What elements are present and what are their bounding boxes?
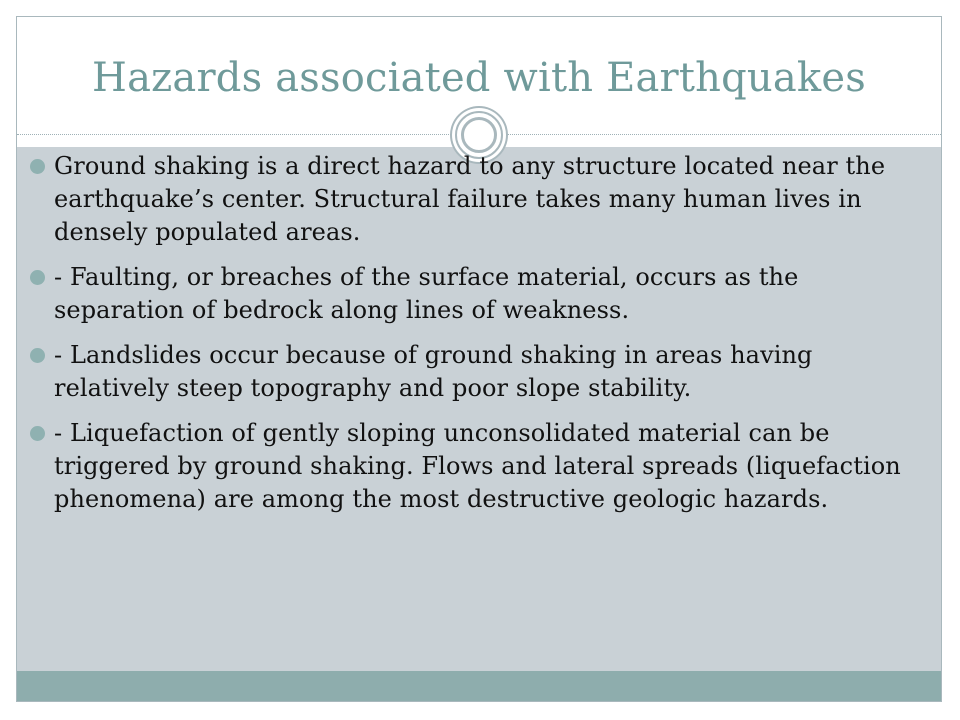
bullet-text: - Liquefaction of gently sloping unconsolidated material can be triggered by ground shaking. Flows and lateral spreads (liquefaction phenomena) are among the most destructive geologic hazards. [54, 419, 901, 513]
bullet-item-faulting [54, 261, 904, 327]
bullet-dot-icon [30, 270, 45, 285]
bullet-text: Ground shaking is a direct hazard to any structure located near the earthquake’s center. Structural failure takes many human lives in densely populated areas. [54, 152, 886, 246]
bullet-text: - Landslides occur because of ground shaking in areas having relatively steep topography and poor slope stability. [54, 341, 813, 402]
bullet-text: - Faulting, or breaches of the surface material, occurs as the separation of bedrock along lines of weakness. [54, 263, 799, 324]
bullet-item-ground-shaking [54, 150, 904, 249]
bullet-item-liquefaction [54, 417, 904, 516]
footer-band [17, 671, 941, 702]
bullet-item-landslides [54, 339, 904, 405]
bullet-list [54, 150, 904, 528]
circle-ornament-inner [461, 117, 497, 153]
bullet-dot-icon [30, 426, 45, 441]
bullet-dot-icon [30, 159, 45, 174]
bullet-dot-icon [30, 348, 45, 363]
slide-title: Hazards associated with Earthquakes [92, 55, 866, 101]
